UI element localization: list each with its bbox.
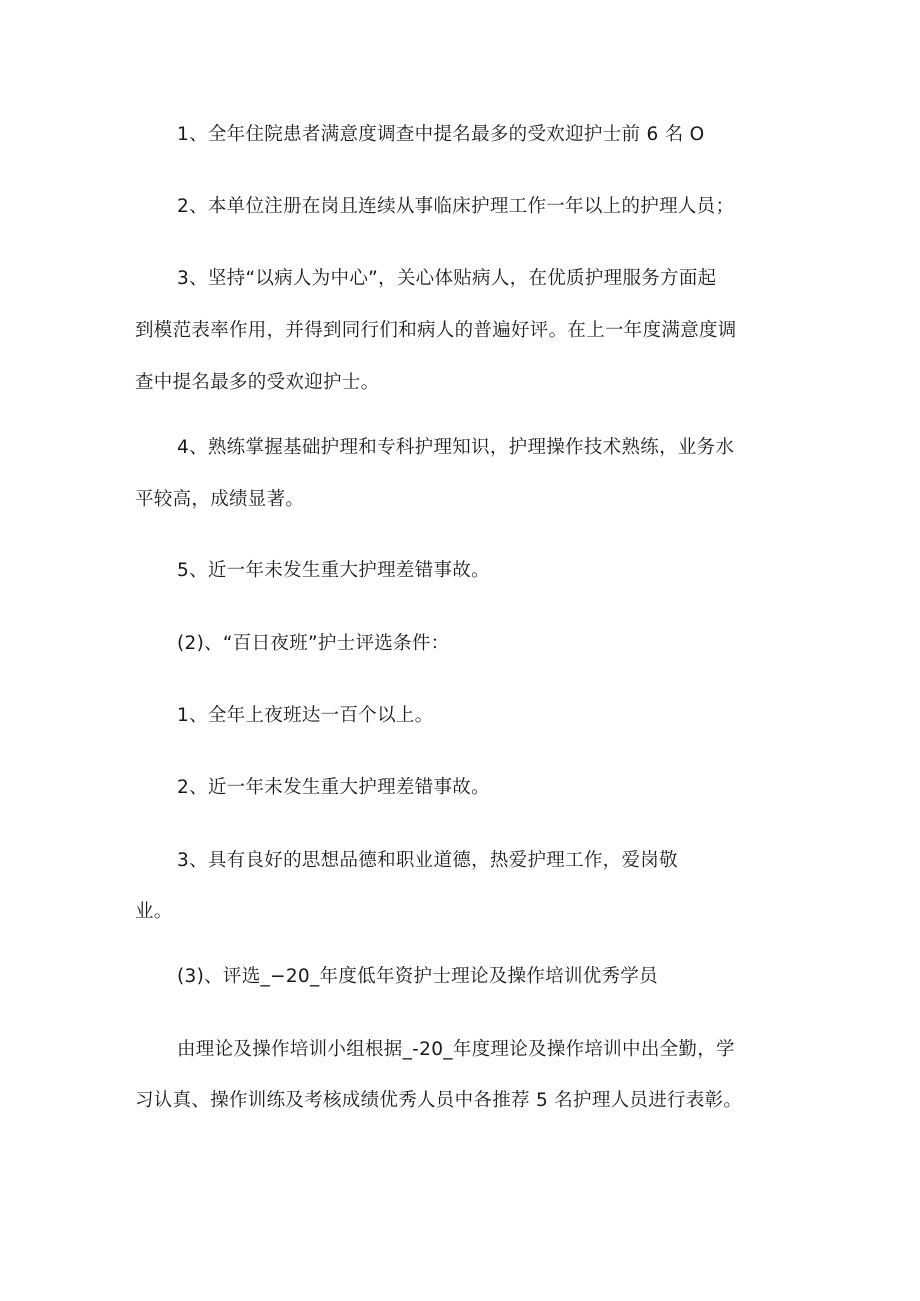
criterion-a1: 1、全年住院患者满意度调查中提名最多的受欢迎护士前 6 名 O xyxy=(177,124,705,145)
criterion-a4-line1: 4、熟练掌握基础护理和专科护理知识，护理操作技术熟练，业务水 xyxy=(177,437,735,458)
criterion-a3-line1: 3、坚持“以病人为中心”，关心体贴病人，在优质护理服务方面起 xyxy=(177,268,717,289)
section3-heading: (3)、评选_−20_年度低年资护士理论及操作培训优秀学员 xyxy=(177,966,658,987)
closing-line2: 习认真、操作训练及考核成绩优秀人员中各推荐 5 名护理人员进行表彰。 xyxy=(135,1090,743,1111)
criterion-a4-line2: 平较高，成绩显著。 xyxy=(135,489,305,510)
criterion-a5: 5、近一年未发生重大护理差错事故。 xyxy=(177,560,490,581)
criterion-a3-line3: 查中提名最多的受欢迎护士。 xyxy=(135,372,380,393)
criterion-b2: 2、近一年未发生重大护理差错事故。 xyxy=(177,777,490,798)
section2-heading: (2)、“百日夜班”护士评选条件： xyxy=(177,633,450,654)
criterion-a2: 2、本单位注册在岗且连续从事临床护理工作一年以上的护理人员； xyxy=(177,196,735,217)
criterion-b1: 1、全年上夜班达一百个以上。 xyxy=(177,705,434,726)
criterion-b3-line1: 3、具有良好的思想品德和职业道德，热爱护理工作，爱岗敬 xyxy=(177,850,678,871)
closing-line1: 由理论及操作培训小组根据_-20_年度理论及操作培训中出全勤，学 xyxy=(177,1039,735,1060)
criterion-a3-line2: 到模范表率作用，并得到同行们和病人的普遍好评。在上一年度满意度调 xyxy=(135,320,737,341)
criterion-b3-line2: 业。 xyxy=(135,901,173,922)
